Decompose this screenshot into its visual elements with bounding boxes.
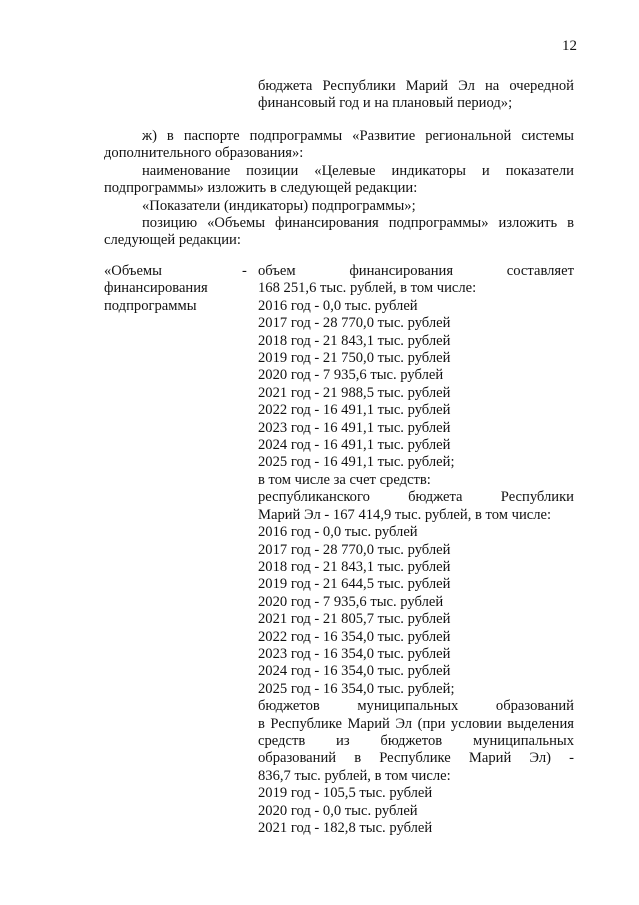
- funding-value-line: 2022 год - 16 491,1 тыс. рублей: [258, 402, 451, 419]
- funding-value-line: в Республике Марий Эл (при условии выделения: [258, 715, 574, 732]
- page-number: 12: [562, 38, 577, 54]
- funding-value-column: [258, 263, 574, 837]
- funding-value-line: 2020 год - 7 935,6 тыс. рублей: [258, 593, 444, 610]
- funding-value-line: 2021 год - 21 988,5 тыс. рублей: [258, 384, 451, 401]
- amendment-section: [104, 128, 574, 250]
- funding-value-line: в том числе за счет средств:: [258, 471, 431, 488]
- amendment-paragraph: «Показатели (индикаторы) подпрограммы»;: [142, 197, 416, 214]
- funding-value-line: 2021 год - 182,8 тыс. рублей: [258, 820, 433, 836]
- funding-value-line: 2019 год - 21 644,5 тыс. рублей: [258, 576, 451, 593]
- funding-label-column: [104, 263, 244, 315]
- funding-value-line: 2019 год - 21 750,0 тыс. рублей: [258, 350, 451, 367]
- funding-label-line: подпрограммы: [104, 297, 197, 314]
- funding-value-line: 2020 год - 0,0 тыс. рублей: [258, 802, 418, 819]
- funding-value-line: образований в Республике Марий Эл) -: [258, 750, 574, 767]
- funding-value-line: 836,7 тыс. рублей, в том числе:: [258, 767, 451, 784]
- funding-value-line: Марий Эл - 167 414,9 тыс. рублей, в том числе:: [258, 506, 552, 523]
- funding-value-line: 2023 год - 16 491,1 тыс. рублей: [258, 419, 451, 436]
- funding-value-line: средств из бюджетов муниципальных: [258, 732, 574, 749]
- amendment-paragraph: ж) в паспорте подпрограммы «Развитие региональной системы дополнительного образования»:: [104, 128, 574, 162]
- funding-value-line: 2018 год - 21 843,1 тыс. рублей: [258, 332, 451, 349]
- funding-value-line: бюджетов муниципальных образований: [258, 698, 574, 715]
- funding-value-line: 2020 год - 7 935,6 тыс. рублей: [258, 367, 444, 384]
- funding-value-line: 2025 год - 16 354,0 тыс. рублей;: [258, 680, 455, 697]
- funding-value-line: 2024 год - 16 354,0 тыс. рублей: [258, 663, 451, 680]
- funding-value-line: 2017 год - 28 770,0 тыс. рублей: [258, 541, 451, 558]
- funding-value-line: 2025 год - 16 491,1 тыс. рублей;: [258, 454, 455, 471]
- funding-value-line: 2022 год - 16 354,0 тыс. рублей: [258, 628, 451, 645]
- funding-value-line: объем финансирования составляет: [258, 263, 574, 279]
- funding-label-line: «Объемы: [104, 263, 162, 279]
- separator-dash: -: [242, 263, 247, 279]
- funding-value-line: 2023 год - 16 354,0 тыс. рублей: [258, 645, 451, 662]
- funding-value-line: республиканского бюджета Республики: [258, 489, 574, 506]
- intro-paragraph: бюджета Республики Марий Эл на очередной финансовый год и на плановый период»;: [258, 78, 574, 112]
- funding-value-line: 2018 год - 21 843,1 тыс. рублей: [258, 558, 451, 575]
- funding-value-line: 2017 год - 28 770,0 тыс. рублей: [258, 315, 451, 332]
- funding-value-line: 2019 год - 105,5 тыс. рублей: [258, 785, 433, 802]
- funding-value-line: 168 251,6 тыс. рублей, в том числе:: [258, 280, 477, 297]
- funding-label-line: финансирования: [104, 280, 208, 297]
- funding-value-line: 2016 год - 0,0 тыс. рублей: [258, 524, 418, 541]
- funding-value-line: 2021 год - 21 805,7 тыс. рублей: [258, 611, 451, 628]
- funding-value-line: 2016 год - 0,0 тыс. рублей: [258, 297, 418, 314]
- amendment-paragraph: позицию «Объемы финансирования подпрограммы» изложить в следующей редакции:: [104, 215, 574, 249]
- amendment-paragraph: наименование позиции «Целевые индикаторы и показатели подпрограммы» изложить в следующей редакции:: [104, 162, 574, 197]
- funding-value-line: 2024 год - 16 491,1 тыс. рублей: [258, 437, 451, 454]
